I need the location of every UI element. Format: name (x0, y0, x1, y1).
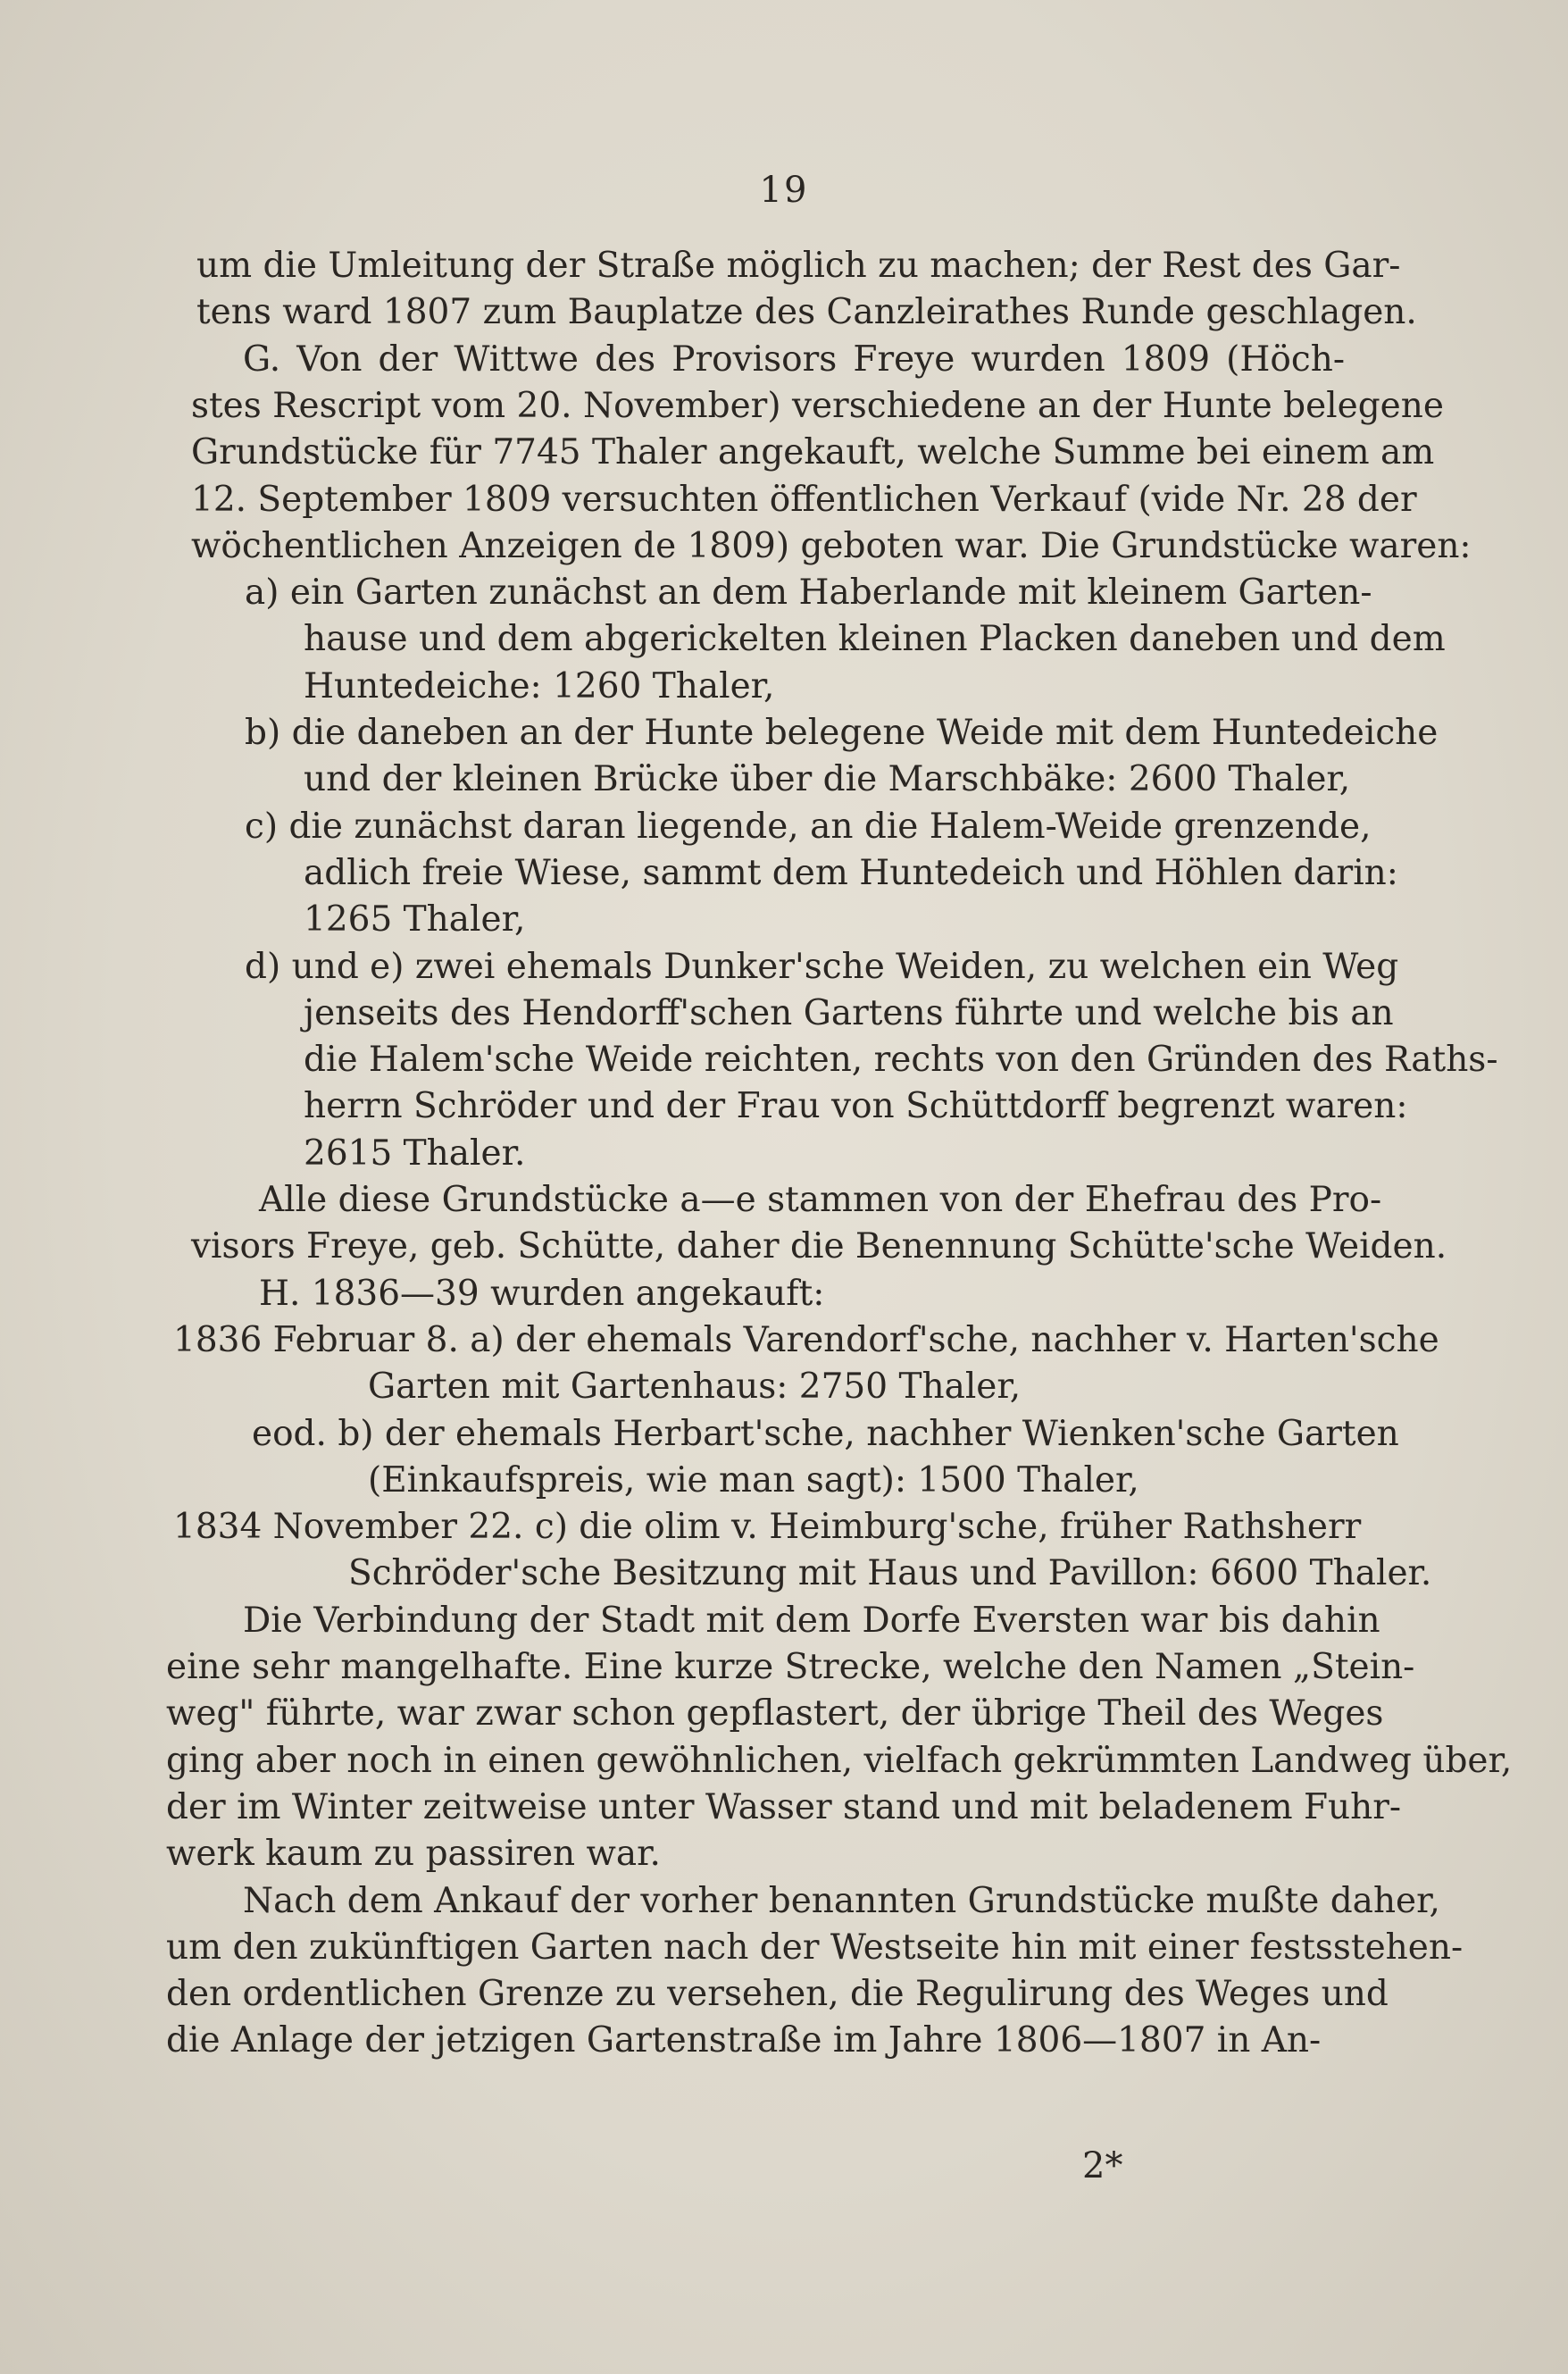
text-line: um den zukünftigen Garten nach der Westseite hin mit einer festsstehen- (166, 1927, 1464, 1968)
text-line: eod. b) der ehemals Herbart'sche, nachher Wienken'sche Garten (252, 1414, 1399, 1454)
text-line: visors Freye, geb. Schütte, daher die Benennung Schütte'sche Weiden. (191, 1226, 1447, 1266)
text-line: adlich freie Wiese, sammt dem Huntedeich und Höhlen darin: (304, 853, 1398, 893)
text-line: ging aber noch in einen gewöhnlichen, vielfach gekrümmten Landweg über, (166, 1741, 1513, 1781)
text-line: Die Verbindung der Stadt mit dem Dorfe Eversten war bis dahin (243, 1601, 1380, 1641)
text-line: d) und e) zwei ehemals Dunker'sche Weiden, zu welchen ein Weg (245, 947, 1399, 987)
text-line: 1265 Thaler, (304, 899, 526, 940)
text-line: Schröder'sche Besitzung mit Haus und Pavillon: 6600 Thaler. (348, 1553, 1432, 1593)
text-line: G. Von der Wittwe des Provisors Freye wurden 1809 (Höch- (243, 339, 1345, 380)
text-line: 1836 Februar 8. a) der ehemals Varendorf'sche, nachher v. Harten'sche (173, 1320, 1439, 1360)
text-line: hause und dem abgerickelten kleinen Placken daneben und dem (304, 619, 1446, 659)
text-line: Garten mit Gartenhaus: 2750 Thaler, (368, 1367, 1022, 1407)
signature-mark: 2* (1082, 2145, 1123, 2186)
text-line: die Halem'sche Weide reichten, rechts von den Gründen des Raths- (304, 1040, 1498, 1080)
text-line: Nach dem Ankauf der vorher benannten Grundstücke mußte daher, (243, 1881, 1440, 1921)
text-line: H. 1836—39 wurden angekauft: (259, 1274, 825, 1314)
text-line: 1834 November 22. c) die olim v. Heimburg'sche, früher Rathsherr (173, 1507, 1362, 1547)
text-line: b) die daneben an der Hunte belegene Weide mit dem Huntedeiche (245, 713, 1439, 753)
text-line: Grundstücke für 7745 Thaler angekauft, welche Summe bei einem am (191, 432, 1435, 472)
text-line: eine sehr mangelhafte. Eine kurze Strecke, welche den Namen „Stein- (166, 1647, 1415, 1687)
text-line: herrn Schröder und der Frau von Schüttdorff begrenzt waren: (304, 1086, 1408, 1126)
text-line: weg" führte, war zwar schon gepflastert, der übrige Theil des Weges (166, 1693, 1384, 1734)
text-line: 2615 Thaler. (304, 1133, 526, 1174)
text-line: c) die zunächst daran liegende, an die Halem-Weide grenzende, (245, 807, 1372, 847)
text-line: tens ward 1807 zum Bauplatze des Canzleirathes Runde geschlagen. (196, 292, 1417, 332)
text-line: jenseits des Hendorff'schen Gartens führte und welche bis an (304, 993, 1394, 1033)
text-line: Alle diese Grundstücke a—e stammen von der Ehefrau des Pro- (259, 1180, 1382, 1220)
text-line: stes Rescript vom 20. November) verschiedene an der Hunte belegene (191, 386, 1444, 426)
text-line: und der kleinen Brücke über die Marschbäke: 2600 Thaler, (304, 759, 1351, 799)
text-line: werk kaum zu passiren war. (166, 1834, 661, 1874)
text-line: (Einkaufspreis, wie man sagt): 1500 Thaler, (368, 1460, 1139, 1500)
text-line: a) ein Garten zunächst an dem Haberlande mit kleinem Garten- (245, 573, 1372, 613)
text-line: der im Winter zeitweise unter Wasser stand und mit beladenem Fuhr- (166, 1787, 1402, 1827)
text-line: die Anlage der jetzigen Gartenstraße im Jahre 1806—1807 in An- (166, 2020, 1322, 2061)
text-line: Huntedeiche: 1260 Thaler, (304, 666, 775, 706)
text-line: um die Umleitung der Straße möglich zu machen; der Rest des Gar- (196, 246, 1401, 286)
text-line: 12. September 1809 versuchten öffentlichen Verkauf (vide Nr. 28 der (191, 480, 1417, 520)
page-number: 19 (759, 170, 809, 211)
text-line: den ordentlichen Grenze zu versehen, die Regulirung des Weges und (166, 1974, 1389, 2014)
text-line: wöchentlichen Anzeigen de 1809) geboten war. Die Grundstücke waren: (191, 526, 1472, 566)
